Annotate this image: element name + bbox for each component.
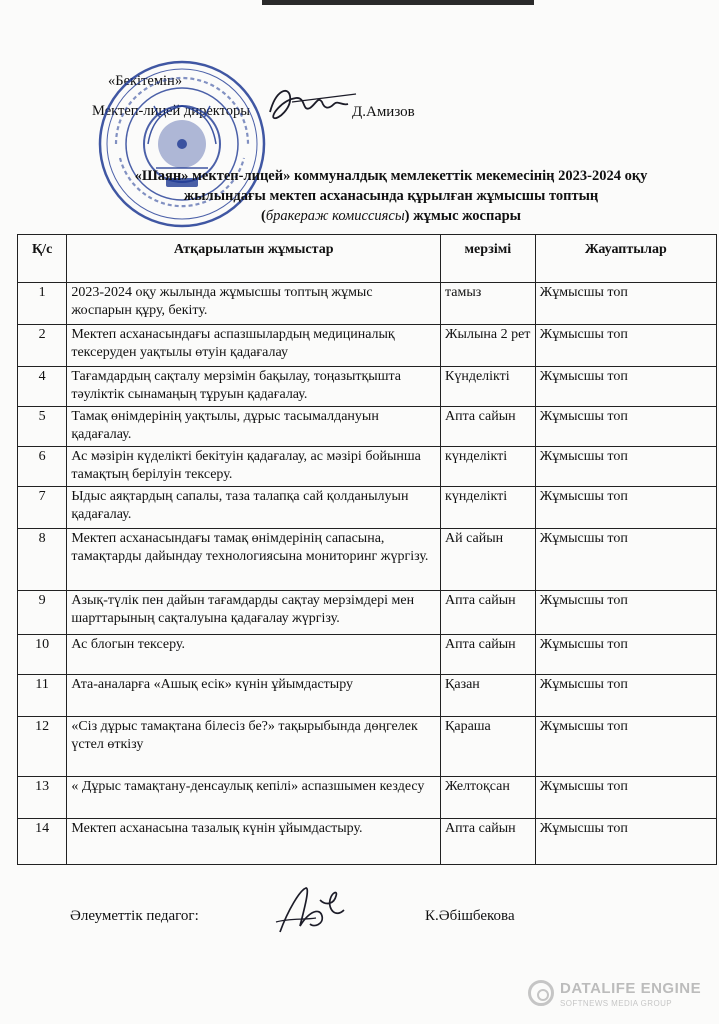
row-responsible: Жұмысшы топ [535, 407, 716, 447]
row-task: Ыдыс аяқтардың сапалы, таза талапқа сай қолданылуын қадағалау. [67, 487, 441, 529]
watermark [528, 978, 708, 1012]
table-row [18, 819, 717, 865]
row-term: тамыз [441, 283, 536, 325]
watermark-name: DATALIFE ENGINE [560, 980, 702, 997]
table-row [18, 591, 717, 635]
table-row [18, 407, 717, 447]
row-num: 14 [18, 819, 67, 865]
row-responsible: Жұмысшы топ [535, 717, 716, 777]
row-task: Ата-аналарға «Ашық есік» күнін ұйымдастыру [67, 675, 441, 717]
row-term: күнделікті [441, 487, 536, 529]
approval-line-2: Мектеп-лицей директоры [92, 103, 250, 119]
director-signature-icon [262, 82, 362, 132]
row-task: «Сіз дұрыс тамақтана білесіз бе?» тақырыбында дөңгелек үстел өткізу [67, 717, 441, 777]
document-title [96, 166, 686, 226]
row-responsible: Жұмысшы топ [535, 325, 716, 367]
row-task: « Дұрыс тамақтану-денсаулық кепілі» аспазшымен кездесу [67, 777, 441, 819]
top-edge-bar [262, 0, 534, 5]
row-term: Апта сайын [441, 819, 536, 865]
row-num: 7 [18, 487, 67, 529]
title-line-3: (бракераж комиссиясы) жұмыс жоспары [261, 208, 521, 224]
row-responsible: Жұмысшы топ [535, 675, 716, 717]
header-task: Атқарылатын жұмыстар [67, 235, 441, 283]
row-responsible: Жұмысшы топ [535, 635, 716, 675]
row-task: Тағамдардың сақталу мерзімін бақылау, тоңазытқышта тәуліктік сынамаңың тұруын қадағалау. [67, 367, 441, 407]
row-term: Күнделікті [441, 367, 536, 407]
title-italic-part: бракераж комиссиясы [265, 208, 405, 224]
row-task: Тамақ өнімдерінің уақтылы, дұрыс тасымалдануын қадағалау. [67, 407, 441, 447]
footer-name: К.Әбішбекова [425, 908, 515, 924]
row-task: Мектеп асханасына тазалық күнін ұйымдастыру. [67, 819, 441, 865]
row-term: Желтоқсан [441, 777, 536, 819]
table-row [18, 529, 717, 591]
row-task: Ас мәзірін күделікті бекітуін қадағалау, ас мәзірі бойынша тамақтың берілуін тексеру. [67, 447, 441, 487]
row-num: 4 [18, 367, 67, 407]
row-responsible: Жұмысшы топ [535, 529, 716, 591]
row-responsible: Жұмысшы топ [535, 283, 716, 325]
title-line-2: жылындағы мектеп асханасында құрылған жұмысшы топтың [183, 188, 599, 204]
row-num: 9 [18, 591, 67, 635]
row-num: 11 [18, 675, 67, 717]
row-responsible: Жұмысшы топ [535, 777, 716, 819]
table-header-row [18, 235, 717, 283]
table-row [18, 487, 717, 529]
row-term: Апта сайын [441, 407, 536, 447]
row-num: 1 [18, 283, 67, 325]
row-num: 6 [18, 447, 67, 487]
row-num: 13 [18, 777, 67, 819]
row-num: 5 [18, 407, 67, 447]
row-term: күнделікті [441, 447, 536, 487]
row-term: Ай сайын [441, 529, 536, 591]
row-num: 10 [18, 635, 67, 675]
row-num: 2 [18, 325, 67, 367]
row-term: Жылына 2 рет [441, 325, 536, 367]
header-num: Қ/с [18, 235, 67, 283]
datalife-engine-logo-icon [528, 980, 554, 1006]
table-row [18, 283, 717, 325]
work-plan-table [17, 234, 717, 865]
row-term: Қараша [441, 717, 536, 777]
footer-role: Әлеуметтік педагог: [70, 908, 199, 924]
table-row [18, 777, 717, 819]
row-task: Ас блогын тексеру. [67, 635, 441, 675]
table-row [18, 675, 717, 717]
row-task: Азық-түлік пен дайын тағамдарды сақтау мерзімдері мен шарттарының сақталуына қадағалау жүргізу. [67, 591, 441, 635]
row-responsible: Жұмысшы топ [535, 367, 716, 407]
row-task: Мектеп асханасындағы аспазшылардың медициналық тексеруден уақтылы өтуін қадағалау [67, 325, 441, 367]
row-responsible: Жұмысшы топ [535, 591, 716, 635]
row-task: Мектеп асханасындағы тамақ өнімдерінің сапасына, тамақтарды дайындау технологиясына мониторинг жүргізу. [67, 529, 441, 591]
row-responsible: Жұмысшы топ [535, 447, 716, 487]
director-name: Д.Амизов [352, 104, 415, 120]
title-line-1: «Шаян» мектеп-лицей» коммуналдық мемлекеттік мекемесінің 2023-2024 оқу [134, 168, 648, 184]
row-term: Қазан [441, 675, 536, 717]
row-term: Апта сайын [441, 591, 536, 635]
table-row [18, 635, 717, 675]
header-term: мерзімі [441, 235, 536, 283]
table-row [18, 447, 717, 487]
table-row [18, 367, 717, 407]
header-responsible: Жауаптылар [535, 235, 716, 283]
watermark-sub: SOFTNEWS MEDIA GROUP [560, 999, 673, 1008]
table-row [18, 717, 717, 777]
row-responsible: Жұмысшы топ [535, 819, 716, 865]
row-num: 8 [18, 529, 67, 591]
row-responsible: Жұмысшы топ [535, 487, 716, 529]
row-num: 12 [18, 717, 67, 777]
table-row [18, 325, 717, 367]
row-term: Апта сайын [441, 635, 536, 675]
pedagogue-signature-icon [270, 880, 350, 942]
row-task: 2023-2024 оқу жылында жұмысшы топтың жұмыс жоспарын құру, бекіту. [67, 283, 441, 325]
approval-line-1: «Бекітемін» [108, 73, 183, 89]
